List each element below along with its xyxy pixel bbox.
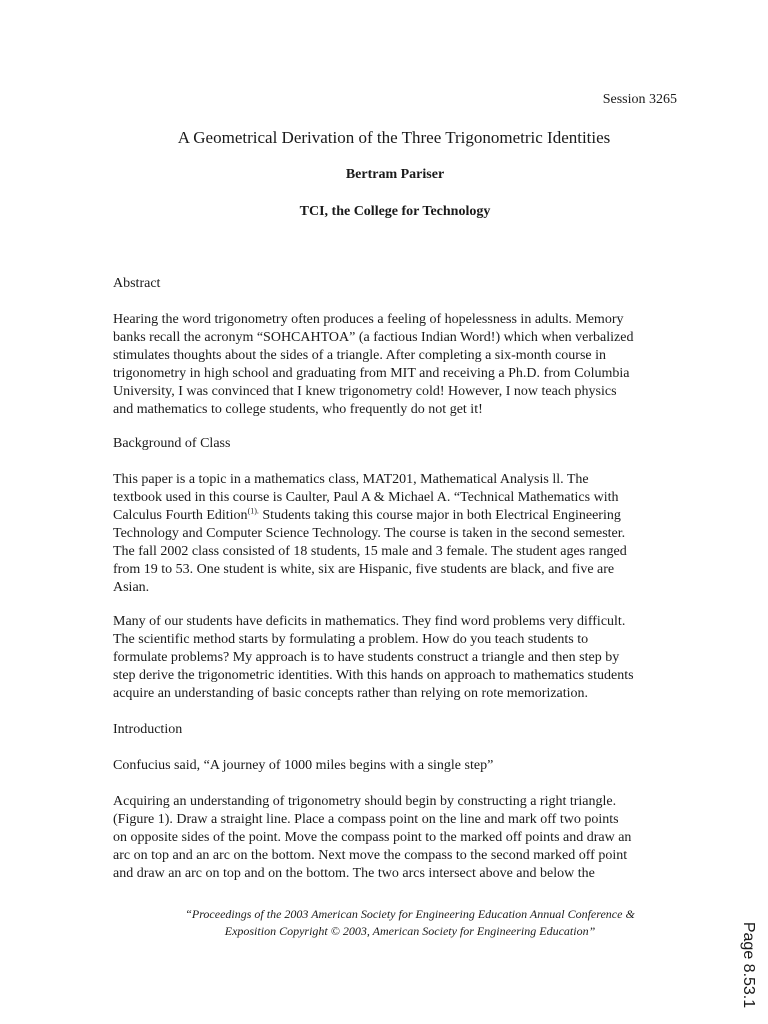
background-heading: Background of Class	[113, 436, 231, 451]
proceedings-footer	[160, 906, 660, 940]
introduction-heading: Introduction	[113, 722, 183, 737]
background-line: Many of our students have deficits in mathematics. They find word problems very difficult.	[113, 614, 626, 629]
abstract-paragraph	[113, 311, 678, 419]
background-line: formulate problems? My approach is to have students construct a triangle and then step by	[113, 650, 620, 665]
background-paragraph-2	[113, 613, 678, 703]
footer-line: Exposition Copyright © 2003, American Society for Engineering Education”	[224, 924, 596, 938]
background-line: step derive the trigonometric identities. With this hands on approach to mathematics students	[113, 668, 634, 683]
background-line: acquire an understanding of basic concepts rather than relying on rote memorization.	[113, 686, 589, 701]
introduction-line: and draw an arc on top and on the bottom. The two arcs intersect above and below the	[113, 866, 595, 881]
background-paragraph-1	[113, 471, 678, 597]
citation-superscript: (1).	[247, 506, 259, 516]
abstract-line: Hearing the word trigonometry often produces a feeling of hopelessness in adults. Memory	[113, 312, 624, 327]
background-line: This paper is a topic in a mathematics class, MAT201, Mathematical Analysis ll. The	[113, 472, 589, 487]
confucius-quote: Confucius said, “A journey of 1000 miles begins with a single step”	[113, 758, 494, 773]
background-line: The fall 2002 class consisted of 18 students, 15 male and 3 female. The student ages ranged	[113, 544, 627, 559]
introduction-line: (Figure 1). Draw a straight line. Place a compass point on the line and mark off two points	[113, 812, 619, 827]
background-line: textbook used in this course is Caulter, Paul A & Michael A. “Technical Mathematics with	[113, 490, 619, 505]
page-number: Page 8.53.1	[740, 921, 757, 1009]
introduction-line: Acquiring an understanding of trigonometry should begin by constructing a right triangle.	[113, 794, 617, 809]
abstract-line: and mathematics to college students, who frequently do not get it!	[113, 402, 483, 417]
background-line	[113, 507, 678, 525]
background-line: Technology and Computer Science Technology. The course is taken in the second semester.	[113, 526, 626, 541]
background-line: from 19 to 53. One student is white, six are Hispanic, five students are black, and five are	[113, 562, 615, 577]
background-line: Asian.	[113, 580, 150, 595]
introduction-line: on opposite sides of the point. Move the compass point to the marked off points and draw an	[113, 830, 632, 845]
abstract-heading: Abstract	[113, 276, 161, 291]
institution-name: TCI, the College for Technology	[299, 204, 491, 219]
abstract-line: trigonometry in high school and graduating from MIT and receiving a Ph.D. from Columbia	[113, 366, 630, 381]
author-name: Bertram Pariser	[345, 167, 445, 182]
book-title-text: Calculus Fourth Edition	[113, 508, 248, 523]
session-number: Session 3265	[602, 92, 677, 107]
paper-title: A Geometrical Derivation of the Three Trigonometric Identities	[177, 128, 611, 147]
abstract-line: University, I was convinced that I knew trigonometry cold! However, I now teach physics	[113, 384, 617, 399]
introduction-paragraph	[113, 793, 678, 883]
background-line-tail: Students taking this course major in both Electrical Engineering	[258, 508, 621, 523]
abstract-line: banks recall the acronym “SOHCAHTOA” (a factious Indian Word!) which when verbalized	[113, 330, 634, 345]
introduction-line: arc on top and an arc on the bottom. Next move the compass to the second marked off point	[113, 848, 628, 863]
footer-line: “Proceedings of the 2003 American Society for Engineering Education Annual Conference &	[185, 907, 635, 921]
background-line: The scientific method starts by formulating a problem. How do you teach students to	[113, 632, 589, 647]
abstract-line: stimulates thoughts about the sides of a triangle. After completing a six-month course in	[113, 348, 607, 363]
